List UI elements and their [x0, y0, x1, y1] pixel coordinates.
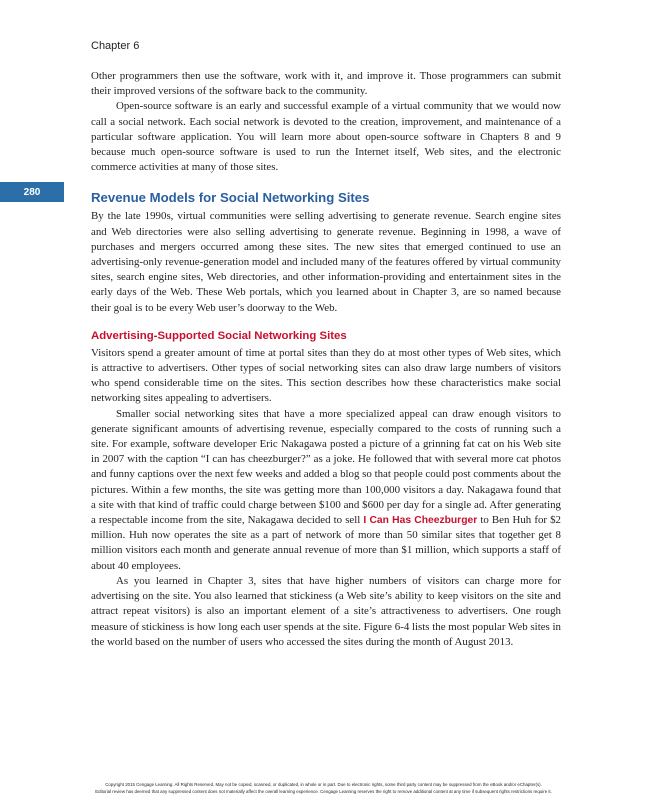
paragraph-text-after-term: to Ben Huh for $2 million. Huh now operates the site as a part of network of more than 50 similar sites that together get 8 million visitors each month and generate annual revenue of more than $1 million, which supports a staff of about 40 employees.	[91, 514, 561, 572]
copyright-footer	[0, 781, 647, 795]
advertising-paragraph-3: As you learned in Chapter 3, sites that have higher numbers of visitors can charge more for advertising on the site. You also learned that stickiness (a Web site’s ability to keep visitors on the site and attract repeat visitors) is also an important element of a site’s attractiveness to advertisers. One rough measure of stickiness is how long each user spends at the site. Figure 6-4 lists the most popular Web sites in the world based on the number of users who accessed the sites during the month of August 2013.	[91, 574, 561, 648]
page-body	[91, 69, 561, 650]
copyright-line-1: Copyright 2015 Cengage Learning. All Rights Reserved. May not be copied, scanned, or duplicated, in whole or in part. Due to electronic rights, some third party content may be suppressed from the eBook and/or eChapter(s).	[105, 782, 542, 787]
subsection-heading-advertising: Advertising-Supported Social Networking Sites	[91, 329, 347, 342]
page-number: 280	[23, 186, 41, 198]
section-heading-revenue-models: Revenue Models for Social Networking Sites	[91, 190, 370, 206]
paragraph-text-before-term: Smaller social networking sites that have a more specialized appeal can draw enough visitors to generate significant amounts of advertising revenue, especially compared to the costs of running such a site. For example, software developer Eric Nakagawa posted a picture of a grinning fat cat on his Web site in 2007 with the caption “I can has cheezburger?” as a joke. He followed that with several more cat photos and funny captions over the next few weeks and added a blog so that people could post comments about the pictures. Within a few months, the site was getting more than 100,000 visitors a day. Nakagawa found that a site with that kind of traffic could charge between $100 and $600 per day for a single ad. After generating a respectable income from the site, Nakagawa decided to sell	[91, 407, 561, 527]
revenue-models-paragraph: By the late 1990s, virtual communities were selling advertising to generate revenue. Search engine sites and Web directories were also selling advertising to generate revenue. Beginning in 1998, a wave of purchases and mergers occurred among these sites. The new sites that emerged continued to use an advertising-only revenue-generation model and included many of the features offered by virtual community sites, search engine sites, Web directories, and other information-providing and entertainment sites in the early days of the Web. These Web portals, which you learned about in Chapter 3, are so named because their goal is to be every Web user’s doorway to the Web.	[91, 210, 561, 314]
advertising-paragraph-2	[91, 407, 561, 574]
intro-paragraph-1: Other programmers then use the software, work with it, and improve it. Those programmers can submit their improved versions of the software back to the community.	[91, 70, 561, 98]
intro-paragraph-2: Open-source software is an early and successful example of a virtual community that we would now call a social network. Each social network is devoted to the creation, improvement, and maintenance of a particular software application. You will learn more about open-source software in Chapters 8 and 9 because much open-source software is used to run the Internet itself, Web sites, and the electronic commerce activities at many of those sites.	[91, 100, 561, 174]
advertising-paragraph-1: Visitors spend a greater amount of time at portal sites than they do at most other types of Web sites, which is attractive to advertisers. Other types of social networking sites can also draw large numbers of visitors who spend considerable time on the sites. This section describes how these characteristics make social networking sites appealing to advertisers.	[91, 346, 561, 405]
copyright-line-2: Editorial review has deemed that any suppressed content does not materially affect the overall learning experience. Cengage Learning reserves the right to remove additional content at any time if subsequent rights restrictions require it.	[95, 789, 552, 794]
key-term-cheezburger: I Can Has Cheezburger	[363, 515, 478, 527]
chapter-label: Chapter 6	[91, 40, 140, 52]
page-number-tab	[0, 182, 64, 202]
